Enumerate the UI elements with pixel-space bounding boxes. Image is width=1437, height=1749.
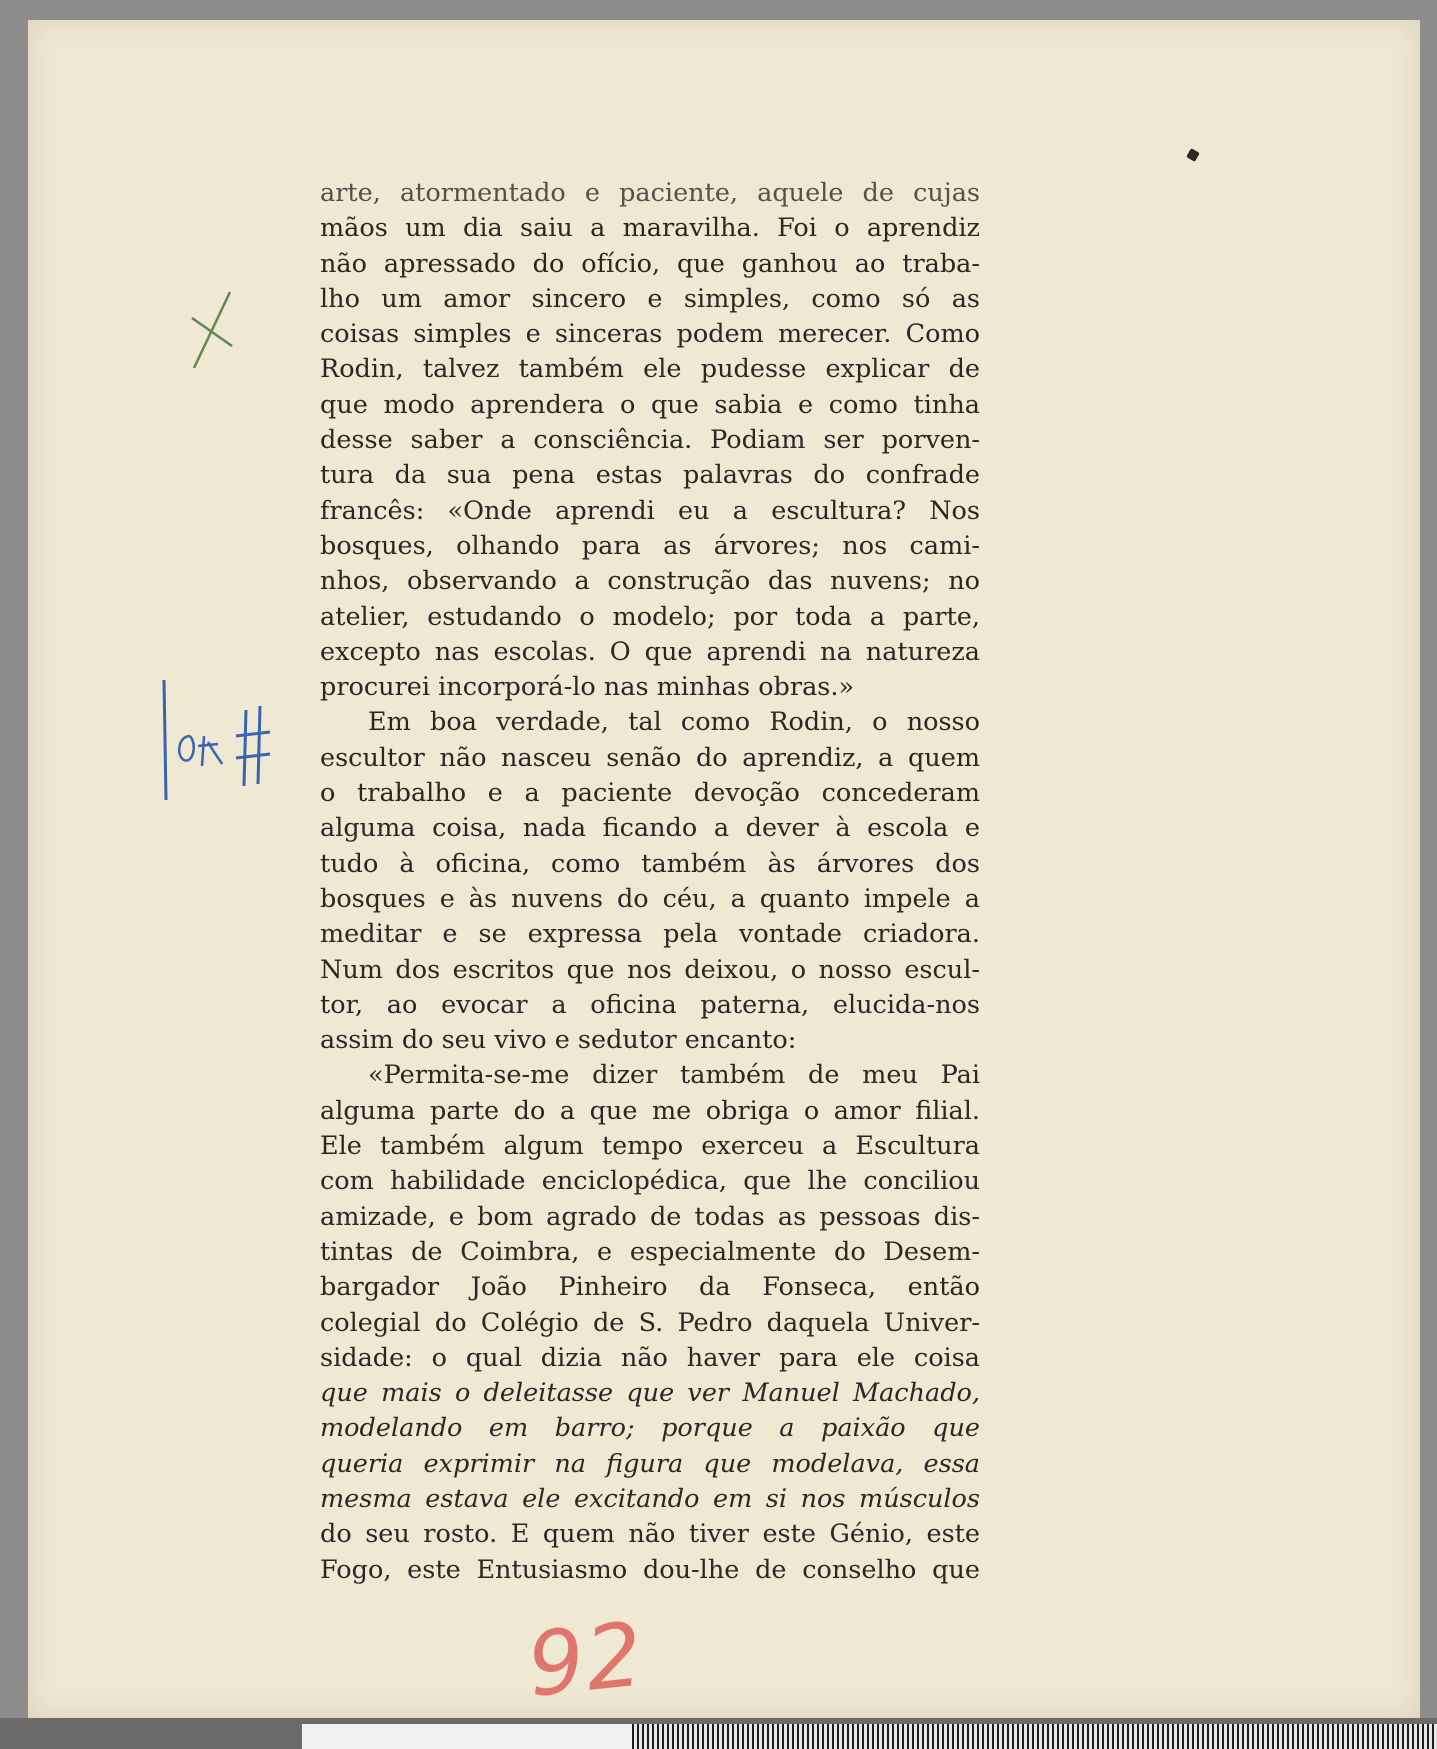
text-line: coisas simples e sinceras podem merecer. Como — [320, 319, 980, 350]
text-line: desse saber a consciência. Podiam ser porven- — [320, 425, 980, 456]
text-line: lho um amor sincero e simples, como só as — [320, 283, 980, 314]
text-line: alguma parte do a que me obriga o amor filial. — [320, 1095, 980, 1126]
margin-x-mark — [188, 288, 238, 372]
text-line: o trabalho e a paciente devoção concederam — [320, 778, 980, 809]
text-line: queria exprimir na figura que modelava, essa — [320, 1448, 980, 1479]
text-line: alguma coisa, nada ficando a dever à escola e — [320, 813, 980, 844]
text-line: bosques, olhando para as árvores; nos cami- — [320, 530, 980, 561]
text-line: escultor não nasceu senão do aprendiz, a quem — [320, 742, 980, 773]
text-line: excepto nas escolas. O que aprendi na natureza — [320, 636, 980, 667]
text-line: tudo à oficina, como também às árvores dos — [320, 848, 980, 879]
text-line: com habilidade enciclopédica, que lhe conciliou — [320, 1166, 980, 1197]
text-line: colegial do Colégio de S. Pedro daquela Univer- — [320, 1307, 980, 1338]
text-line: meditar e se expressa pela vontade criadora. — [320, 919, 980, 950]
text-line: bosques e às nuvens do céu, a quanto impele a — [320, 883, 980, 914]
text-line: bargador João Pinheiro da Fonseca, então — [320, 1272, 980, 1303]
text-line: que mais o deleitasse que ver Manuel Machado, — [320, 1378, 980, 1409]
text-line: modelando em barro; porque a paixão que — [320, 1413, 980, 1444]
text-line: Rodin, talvez também ele pudesse explicar de — [320, 354, 980, 385]
text-line: assim do seu vivo e sedutor encanto: — [320, 1025, 797, 1056]
text-line: francês: «Onde aprendi eu a escultura? Nos — [320, 495, 980, 526]
text-line: do seu rosto. E quem não tiver este Génio, este — [320, 1519, 980, 1550]
text-line: «Permita-se-me dizer também de meu Pai — [368, 1060, 980, 1091]
text-line: atelier, estudando o modelo; por toda a parte, — [320, 601, 980, 632]
text-line: que modo aprendera o que sabia e como tinha — [320, 389, 980, 420]
text-line: sidade: o qual dizia não haver para ele coisa — [320, 1342, 980, 1373]
text-line: tintas de Coimbra, e especialmente do Desem- — [320, 1236, 980, 1267]
text-line: Ele também algum tempo exerceu a Escultura — [320, 1131, 980, 1162]
text-line: Fogo, este Entusiasmo dou-lhe de conselho que — [320, 1554, 980, 1585]
text-line: Em boa verdade, tal como Rodin, o nosso — [368, 707, 980, 738]
text-line: amizade, e bom agrado de todas as pessoas dis- — [320, 1201, 980, 1232]
text-line: não apressado do ofício, que ganhou ao traba- — [320, 248, 980, 279]
text-line: Num dos escritos que nos deixou, o nosso escul- — [320, 954, 980, 985]
text-line: mesma estava ele excitando em si nos músculos — [320, 1483, 980, 1514]
text-line: nhos, observando a construção das nuvens; no — [320, 566, 980, 597]
text-line: procurei incorporá-lo nas minhas obras.» — [320, 672, 855, 703]
text-line: tura da sua pena estas palavras do confrade — [320, 460, 980, 491]
page-number: 92 — [522, 1602, 649, 1717]
scale-bar — [302, 1724, 1437, 1749]
text-line: arte, atormentado e paciente, aquele de cujas — [320, 178, 980, 208]
margin-proof-mark — [160, 676, 290, 804]
text-line: tor, ao evocar a oficina paterna, elucida-nos — [320, 989, 980, 1020]
text-line: mãos um dia saiu a maravilha. Foi o aprendiz — [320, 213, 980, 244]
body-text — [320, 176, 980, 1588]
